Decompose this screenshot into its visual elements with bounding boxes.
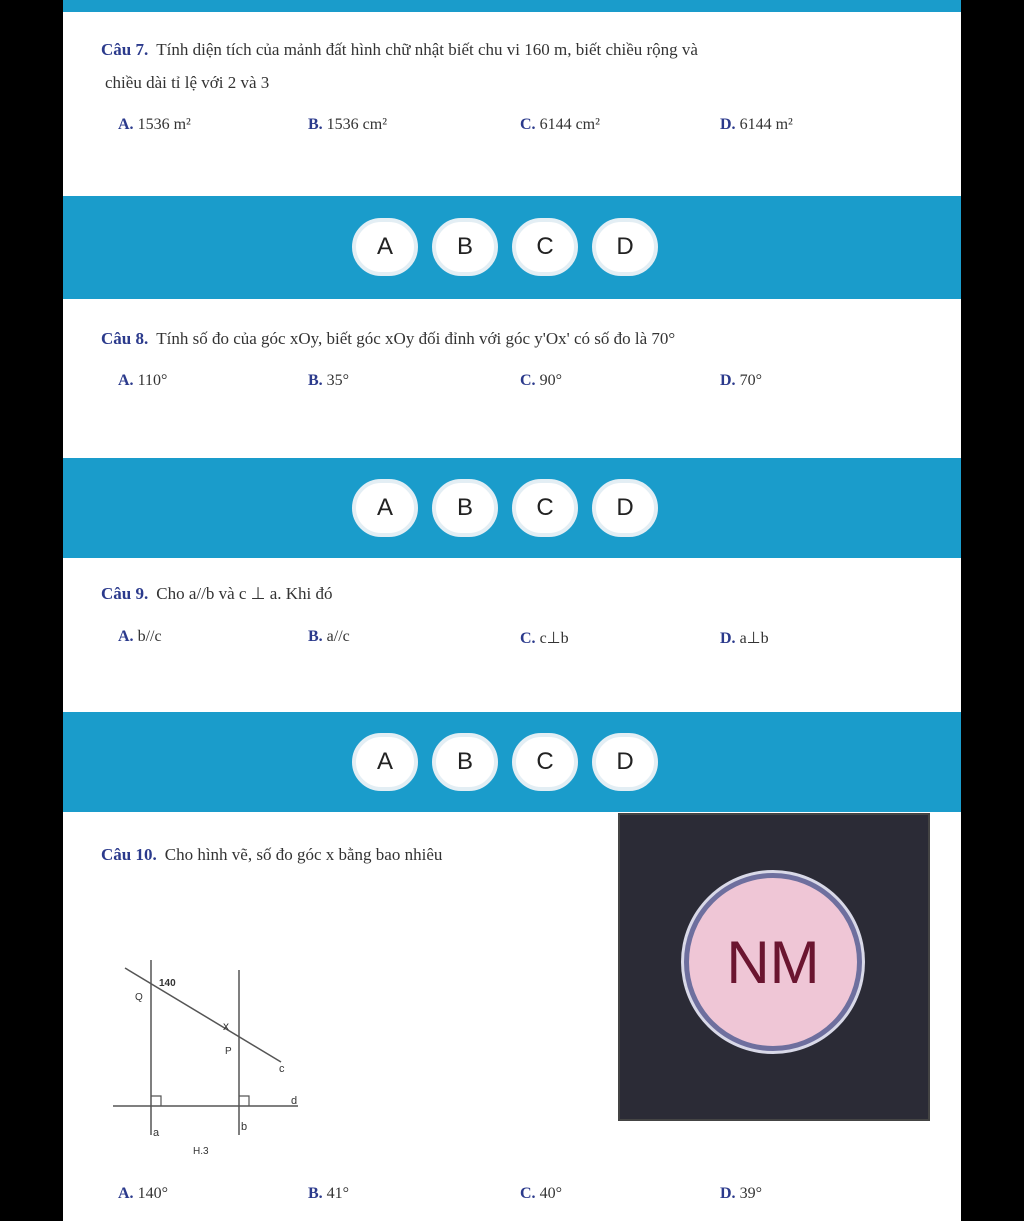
question-number: Câu 10. <box>101 845 157 864</box>
angle-x-label: x <box>223 1019 229 1033</box>
angle-label: 140 <box>159 978 176 989</box>
line-c-label: c <box>279 1063 285 1075</box>
point-q-label: Q <box>135 992 143 1003</box>
answer-button-a[interactable]: A <box>352 733 418 791</box>
question-text: Cho a//b và c ⊥ a. Khi đó <box>156 584 333 603</box>
line-b-label: b <box>241 1121 248 1133</box>
option-d: D. 39° <box>720 1185 762 1202</box>
option-c: C. 40° <box>520 1185 562 1202</box>
figure-caption: H.3 <box>193 1146 209 1157</box>
question-7-line2: chiều dài tỉ lệ với 2 và 3 <box>105 73 270 92</box>
participant-avatar: NM <box>684 873 862 1051</box>
option-d: D. a⊥b <box>720 630 769 647</box>
option-b: B. 41° <box>308 1185 350 1202</box>
answer-button-b[interactable]: B <box>432 479 498 537</box>
line-d-label: d <box>291 1095 298 1107</box>
question-number: Câu 8. <box>101 329 149 348</box>
line-c <box>125 968 281 1062</box>
answer-button-d[interactable]: D <box>592 218 658 276</box>
question-text: Tính diện tích của mảnh đất hình chữ nhật biết chu vi 160 m, biết chiều rộng và <box>156 40 698 59</box>
question-10 <box>101 841 442 868</box>
option-a: A. 110° <box>118 372 168 389</box>
option-c: C. c⊥b <box>520 630 569 647</box>
question-8 <box>101 325 675 352</box>
answer-button-b[interactable]: B <box>432 733 498 791</box>
answer-button-c[interactable]: C <box>512 218 578 276</box>
question-text: Cho hình vẽ, số đo góc x bằng bao nhiêu <box>164 845 443 864</box>
question-number: Câu 9. <box>101 584 149 603</box>
question-number: Câu 7. <box>101 40 149 59</box>
answer-button-a[interactable]: A <box>352 218 418 276</box>
participant-video-tile[interactable] <box>618 813 930 1121</box>
geometry-figure <box>103 960 313 1160</box>
answer-band-q7 <box>63 196 961 299</box>
answer-button-a[interactable]: A <box>352 479 418 537</box>
option-c: C. 90° <box>520 372 562 389</box>
point-p-label: P <box>225 1046 232 1057</box>
right-angle-a <box>151 1096 161 1106</box>
right-angle-b <box>239 1096 249 1106</box>
line-a-label: a <box>153 1127 160 1139</box>
worksheet-page <box>63 0 961 1221</box>
option-a: A. 1536 m² <box>118 116 191 133</box>
answer-button-d[interactable]: D <box>592 733 658 791</box>
option-a: A. 140° <box>118 1185 168 1202</box>
option-b: B. a//c <box>308 628 350 645</box>
answer-band-q9 <box>63 712 961 812</box>
answer-band-q8 <box>63 458 961 558</box>
option-b: B. 1536 cm² <box>308 116 388 133</box>
top-band <box>63 0 961 12</box>
answer-button-c[interactable]: C <box>512 733 578 791</box>
option-c: C. 6144 cm² <box>520 116 600 133</box>
answer-button-d[interactable]: D <box>592 479 658 537</box>
answer-button-c[interactable]: C <box>512 479 578 537</box>
question-text: Tính số đo của góc xOy, biết góc xOy đối đỉnh với góc y'Ox' có số đo là 70° <box>156 329 676 348</box>
question-7 <box>101 36 698 63</box>
option-d: D. 70° <box>720 372 762 389</box>
answer-button-b[interactable]: B <box>432 218 498 276</box>
question-9 <box>101 580 333 607</box>
option-b: B. 35° <box>308 372 350 389</box>
option-d: D. 6144 m² <box>720 116 793 133</box>
option-a: A. b//c <box>118 628 162 645</box>
